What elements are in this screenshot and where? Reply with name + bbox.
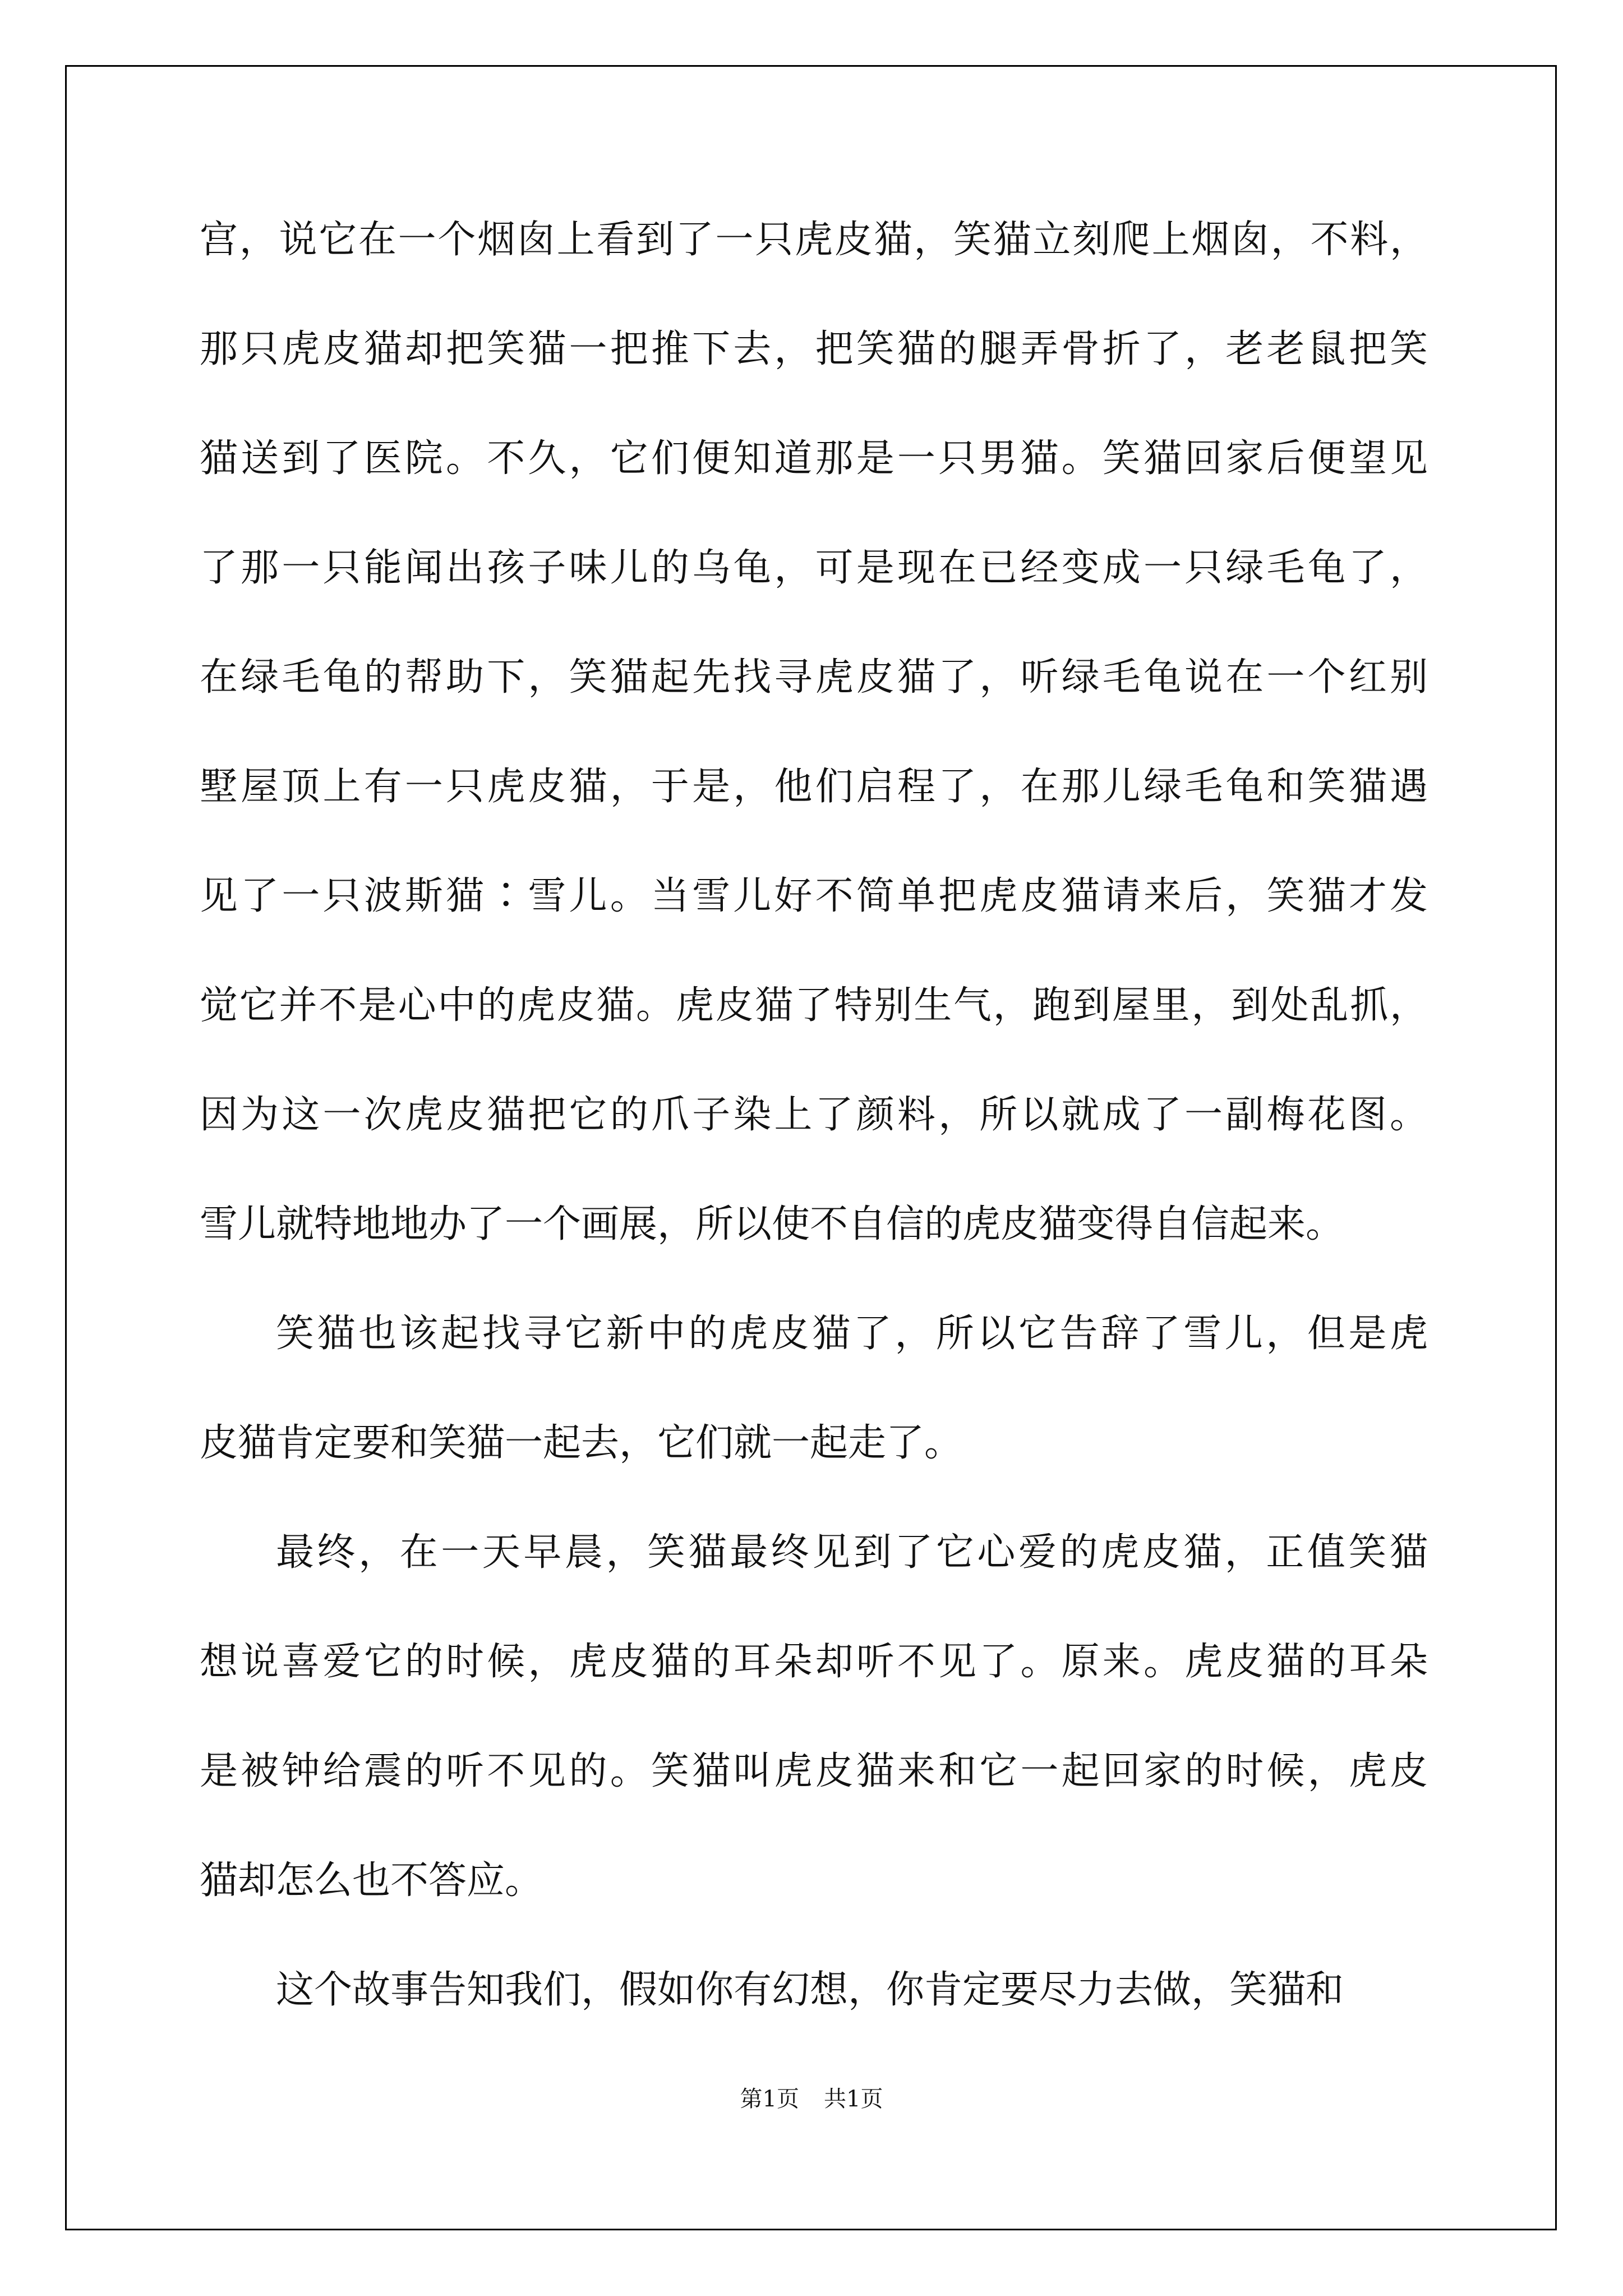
text-line: 是被钟给震的听不见的。笑猫叫虎皮猫来和它一起回家的时候，虎皮 <box>200 1749 1428 1793</box>
text-line: 这个故事告知我们，假如你有幻想，你肯定要尽力去做，笑猫和 <box>276 1968 1344 2012</box>
text-line: 想说喜爱它的时候，虎皮猫的耳朵却听不见了。原来。虎皮猫的耳朵 <box>200 1640 1428 1684</box>
text-line: 那只虎皮猫却把笑猫一把推下去，把笑猫的腿弄骨折了，老老鼠把笑 <box>200 327 1428 371</box>
text-line: 笑猫也该起找寻它新中的虎皮猫了，所以它告辞了雪儿，但是虎 <box>276 1312 1428 1356</box>
text-line: 宫，说它在一个烟囱上看到了一只虎皮猫，笑猫立刻爬上烟囱，不料， <box>200 218 1428 262</box>
page-footer <box>0 2081 1623 2113</box>
paragraph <box>200 1498 1428 1935</box>
text-line: 猫却怎么也不答应。 <box>200 1858 543 1903</box>
text-line: 皮猫肯定要和笑猫一起去，它们就一起走了。 <box>200 1421 963 1465</box>
text-line: 觉它并不是心中的虎皮猫。虎皮猫了特别生气，跑到屋里，到处乱抓， <box>200 983 1428 1028</box>
text-line: 猫送到了医院。不久，它们便知道那是一只男猫。笑猫回家后便望见 <box>200 436 1428 481</box>
text-line: 墅屋顶上有一只虎皮猫，于是，他们启程了，在那儿绿毛龟和笑猫遇 <box>200 765 1428 809</box>
text-line: 因为这一次虎皮猫把它的爪子染上了颜料，所以就成了一副梅花图。 <box>200 1093 1428 1137</box>
document-body <box>200 185 1428 2045</box>
page-total: 共1页 <box>824 2086 883 2112</box>
text-line: 在绿毛龟的帮助下，笑猫起先找寻虎皮猫了，听绿毛龟说在一个红别 <box>200 655 1428 700</box>
text-line: 见了一只波斯猫∶雪儿。当雪儿好不简单把虎皮猫请来后，笑猫才发 <box>200 874 1428 918</box>
text-line: 最终，在一天早晨，笑猫最终见到了它心爱的虎皮猫，正值笑猫 <box>276 1530 1428 1575</box>
text-line: 了那一只能闻出孩子味儿的乌龟，可是现在已经变成一只绿毛龟了， <box>200 546 1428 590</box>
paragraph <box>200 185 1428 1279</box>
paragraph <box>200 1935 1428 2045</box>
paragraph <box>200 1279 1428 1498</box>
page-number: 第1页 <box>740 2086 799 2112</box>
text-line: 雪儿就特地地办了一个画展，所以使不自信的虎皮猫变得自信起来。 <box>200 1202 1344 1246</box>
